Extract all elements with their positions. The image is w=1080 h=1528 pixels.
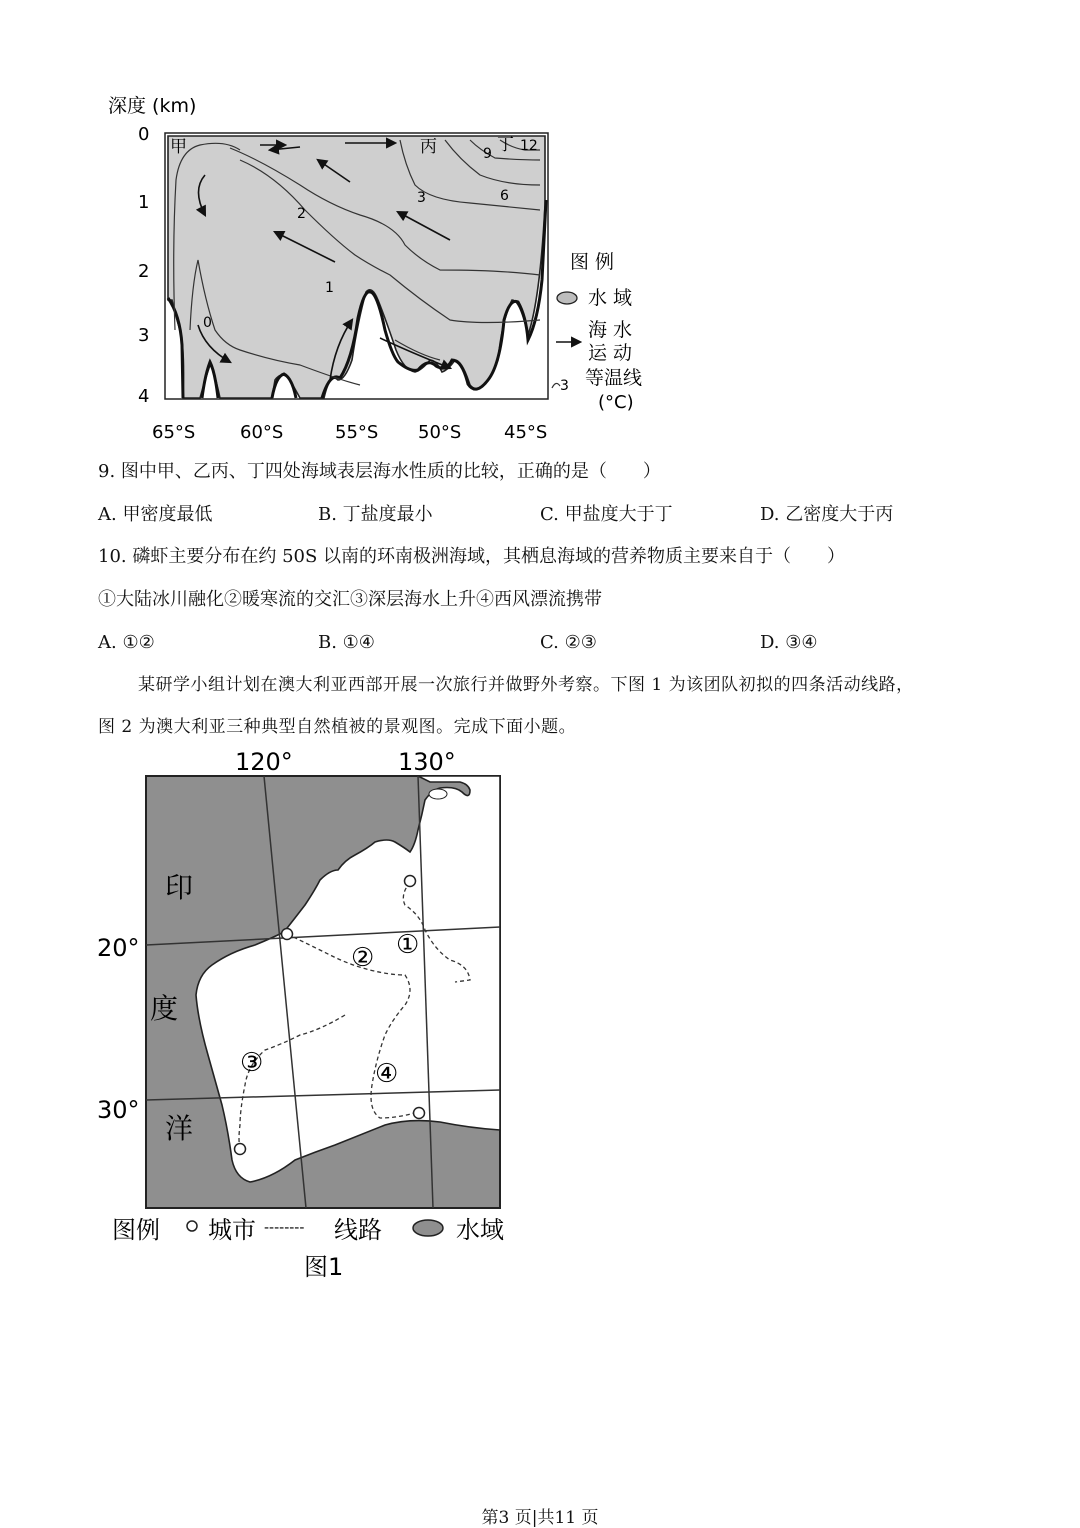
isotherm-label: 1	[325, 280, 334, 296]
point-label-ding: 丁	[497, 135, 514, 155]
map-legend-water: 水域	[456, 1216, 504, 1244]
y-tick: 3	[138, 325, 150, 346]
isotherm-label: 6	[500, 188, 509, 204]
depth-axis-title: 深度 (km)	[108, 95, 197, 117]
legend-isotherm: 等温线	[585, 367, 643, 389]
ocean-section-figure	[90, 85, 680, 450]
lat-label-30: 30°	[97, 1096, 140, 1124]
water-legend-icon	[413, 1220, 443, 1236]
lon-label-120: 120°	[235, 748, 293, 776]
x-tick: 50°S	[418, 422, 462, 443]
q9-option-a[interactable]: A. 甲密度最低	[98, 504, 213, 525]
y-tick: 2	[138, 261, 150, 282]
isotherm-label: 12	[520, 138, 538, 154]
route-label-1: ①	[396, 930, 420, 960]
x-tick: 65°S	[152, 422, 196, 443]
island	[429, 789, 447, 799]
q9-option-d[interactable]: D. 乙密度大于丙	[760, 504, 894, 525]
q10-option-a[interactable]: A. ①②	[98, 632, 155, 653]
city-marker	[405, 876, 416, 887]
x-tick: 45°S	[504, 422, 548, 443]
x-tick: 60°S	[240, 422, 284, 443]
route-label-2: ②	[351, 943, 375, 973]
city-marker	[282, 929, 293, 940]
q10-stem: 10. 磷虾主要分布在约 50S 以南的环南极洲海域，其栖息海域的营养物质主要来自于（ ）	[98, 546, 846, 567]
legend-water: 水 域	[588, 287, 633, 309]
city-marker	[414, 1108, 425, 1119]
x-tick: 55°S	[335, 422, 379, 443]
isotherm-label: 0	[203, 315, 212, 331]
lat-label-20: 20°	[97, 934, 140, 962]
lon-label-130: 130°	[398, 748, 456, 776]
passage-line-1: 某研学小组计划在澳大利亚西部开展一次旅行并做野外考察。下图 1 为该团队初拟的四条活动线路，	[138, 675, 914, 695]
city-legend-icon	[187, 1221, 197, 1231]
map-caption: 图1	[304, 1253, 344, 1281]
isotherm-legend-icon	[552, 383, 560, 388]
point-label-bing: 丙	[420, 137, 437, 157]
route-label-3: ③	[240, 1048, 264, 1078]
map-legend-route: 线路	[334, 1216, 382, 1244]
legend-title: 图 例	[570, 251, 615, 273]
map-legend-prefix: 图例	[112, 1216, 160, 1244]
ocean-char-du: 度	[150, 992, 179, 1025]
y-tick: 0	[138, 124, 150, 145]
legend-motion-2: 运 动	[588, 342, 633, 364]
q10-option-c[interactable]: C. ②③	[540, 632, 597, 653]
q9-stem: 9. 图中甲、乙丙、丁四处海域表层海水性质的比较，正确的是（ ）	[98, 461, 661, 482]
y-tick: 4	[138, 386, 150, 407]
point-label-jia: 甲	[170, 137, 187, 157]
page-footer: 第3 页|共11 页	[481, 1508, 599, 1528]
australia-map-figure	[90, 740, 520, 1290]
map-legend-route-dash: --------	[264, 1220, 305, 1236]
city-marker	[235, 1144, 246, 1155]
legend-isotherm-sample: 3	[560, 378, 569, 394]
isotherm-label: 2	[297, 206, 306, 222]
map-legend-city: 城市	[208, 1216, 256, 1244]
q9-option-b[interactable]: B. 丁盐度最小	[318, 504, 433, 525]
q10-items: ①大陆冰川融化②暖寒流的交汇③深层海水上升④西风漂流携带	[98, 589, 602, 610]
isotherm-label: 3	[417, 190, 426, 206]
ocean-char-yang: 洋	[165, 1112, 194, 1145]
q10-option-b[interactable]: B. ①④	[318, 632, 375, 653]
q10-option-d[interactable]: D. ③④	[760, 632, 818, 653]
q9-option-c[interactable]: C. 甲盐度大于丁	[540, 504, 673, 525]
ocean-char-yin: 印	[165, 871, 194, 904]
water-legend-icon	[557, 292, 577, 304]
passage-line-2: 图 2 为澳大利亚三种典型自然植被的景观图。完成下面小题。	[98, 717, 577, 737]
isotherm-label: 9	[483, 146, 492, 162]
route-label-4: ④	[375, 1059, 399, 1089]
legend-isotherm-unit: (°C)	[598, 392, 634, 413]
legend-motion-1: 海 水	[588, 319, 633, 341]
y-tick: 1	[138, 192, 150, 213]
